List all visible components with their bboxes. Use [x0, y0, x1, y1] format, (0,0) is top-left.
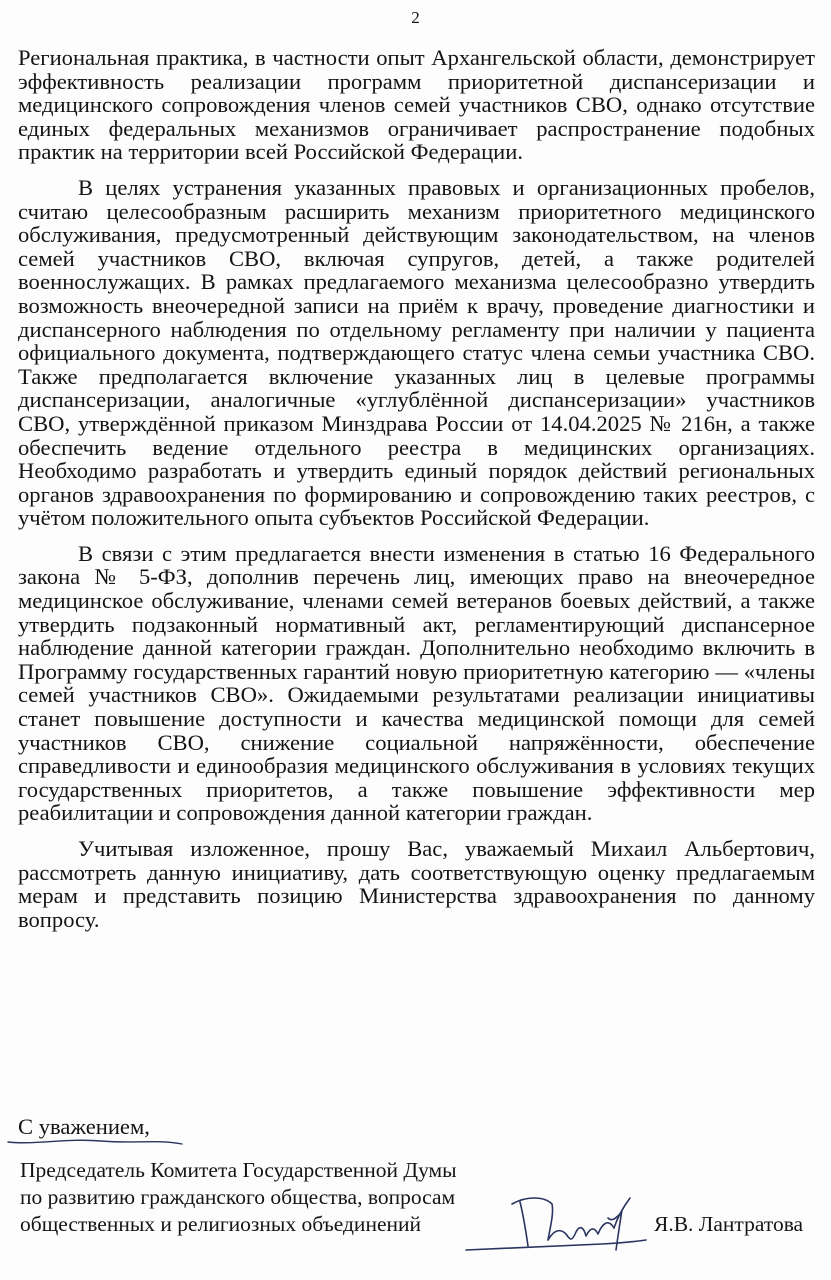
page-number: 2 [411, 8, 420, 27]
paragraph-request: Учитывая изложенное, прошу Вас, уважаемый Михаил Альбертович, рассмотреть данную инициативу, дать соответствующую оценку предлагаемым мерам и представить позицию Министерства здравоохранения по данному вопросу. [18, 836, 815, 932]
signer-name: Я.В. Лантратова [654, 1212, 804, 1236]
paragraph-regional-practice: Региональная практика, в частности опыт Архангельской области, демонстрирует эффективность реализации программ приоритетной диспансеризации и медицинского сопровождения членов семей участников СВО, однако отсутствие единых федеральных механизмов ограничивает распространение подобных практик на территории всей Российской Федерации. [18, 45, 815, 165]
signer-position-line: по развитию гражданского общества, вопросам [20, 1185, 456, 1209]
closing-salutation: С уважением, [18, 1114, 150, 1139]
handwritten-signature [462, 1188, 652, 1260]
paragraph-law-amendment: В связи с этим предлагается внести изменения в статью 16 Федерального закона № 5-ФЗ, дополнив перечень лиц, имеющих право на внеочередное медицинское обслуживание, членами семей ветеранов боевых действий, а также утвердить подзаконный нормативный акт, регламентирующий диспансерное наблюдение данной категории граждан. Дополнительно необходимо включить в Программу государственных гарантий новую приоритетную категорию — «члены семей участников СВО». Ожидаемыми результатами реализации инициативы станет повышение доступности и качества медицинской помощи для семей участников СВО, снижение социальной напряжённости, обеспечение справедливости и единообразия медицинского обслуживания в условиях текущих государственных приоритетов, а также повышение эффективности мер реабилитации и сопровождения данной категории граждан. [18, 540, 815, 826]
signer-position-line: Председатель Комитета Государственной Думы [20, 1158, 457, 1182]
handwritten-underline [6, 1134, 186, 1148]
letter-body [18, 46, 815, 931]
signer-position-line: общественных и религиозных объединений [20, 1212, 422, 1236]
paragraph-proposal-mechanism: В целях устранения указанных правовых и организационных пробелов, считаю целесообразным расширить механизм приоритетного медицинского обслуживания, предусмотренный действующим законодательством, на членов семей участников СВО, включая супругов, детей, а также родителей военнослужащих. В рамках предлагаемого механизма целесообразно утвердить возможность внеочередной записи на приём к врачу, проведение диагностики и диспансерного наблюдения по отдельному регламенту при наличии у пациента официального документа, подтверждающего статус члена семьи участника СВО. Также предполагается включение указанных лиц в целевые программы диспансеризации, аналогичные «углублённой диспансеризации» участников СВО, утверждённой приказом Минздрава России от 14.04.2025 № 216н, а также обеспечить ведение отдельного реестра в медицинских организациях. Необходимо разработать и утвердить единый порядок действий региональных органов здравоохранения по формированию и сопровождению таких реестров, с учётом положительного опыта субъектов Российской Федерации. [18, 174, 815, 531]
